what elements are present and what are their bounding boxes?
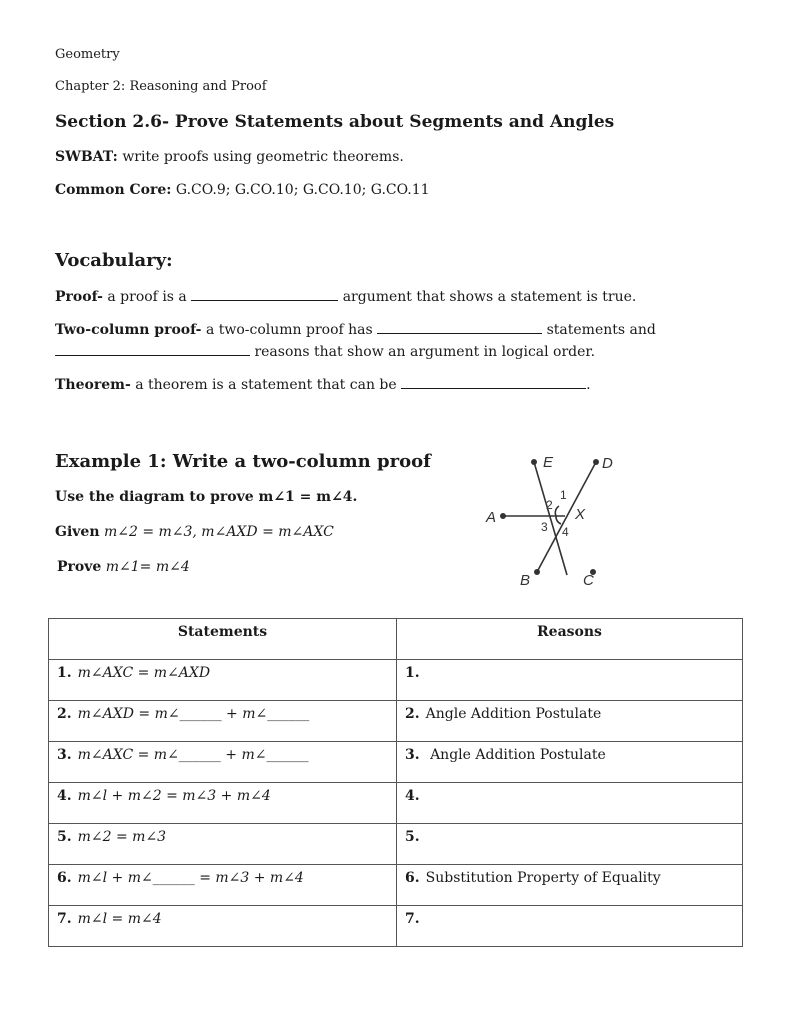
reason-cell[interactable] bbox=[397, 701, 743, 742]
statement-text: m∠l + m∠2 = m∠3 + m∠4 bbox=[77, 788, 271, 804]
reason-number: 4. bbox=[405, 788, 420, 804]
table-row bbox=[49, 660, 743, 701]
reason-number: 5. bbox=[405, 829, 420, 845]
point-d-dot bbox=[593, 459, 599, 465]
proof-table bbox=[48, 618, 743, 947]
label-e: E bbox=[543, 454, 554, 471]
reason-cell[interactable] bbox=[397, 824, 743, 865]
vocab-two-column-blank-2[interactable] bbox=[55, 343, 250, 356]
label-b: B bbox=[520, 572, 531, 589]
table-row bbox=[49, 783, 743, 824]
reason-number: 1. bbox=[405, 665, 420, 681]
vocabulary-heading: Vocabulary: bbox=[55, 250, 173, 271]
reason-cell[interactable] bbox=[397, 742, 743, 783]
statement-cell[interactable] bbox=[49, 742, 397, 783]
chapter-title: Chapter 2: Reasoning and Proof bbox=[55, 79, 267, 94]
standards-line bbox=[55, 182, 430, 198]
line-dc bbox=[537, 462, 596, 572]
table-row bbox=[49, 742, 743, 783]
table-header-row bbox=[49, 619, 743, 660]
section-title: Section 2.6- Prove Statements about Segments and Angles bbox=[55, 112, 615, 132]
reason-number: 2. bbox=[405, 706, 420, 722]
objective-line bbox=[55, 149, 404, 165]
vocab-two-column-term: Two-column proof- bbox=[55, 322, 202, 338]
angle-arc-3 bbox=[556, 516, 561, 524]
reason-cell[interactable] bbox=[397, 865, 743, 906]
statement-cell[interactable] bbox=[49, 906, 397, 947]
standards-label: Common Core: bbox=[55, 182, 172, 198]
vocab-two-column-after: statements and bbox=[546, 322, 656, 338]
label-angle-4: 4 bbox=[562, 525, 569, 539]
statement-text: m∠AXD = m∠______ + m∠______ bbox=[77, 706, 310, 722]
vocab-theorem-term: Theorem- bbox=[55, 377, 131, 393]
statement-cell[interactable] bbox=[49, 660, 397, 701]
reason-text: Angle Addition Postulate bbox=[425, 747, 606, 763]
table-row bbox=[49, 701, 743, 742]
statement-text: m∠AXC = m∠______ + m∠______ bbox=[77, 747, 309, 763]
vocab-two-column bbox=[55, 321, 656, 338]
reasons-header: Reasons bbox=[397, 619, 743, 660]
vocab-proof-blank[interactable] bbox=[191, 288, 338, 301]
vocab-proof bbox=[55, 288, 636, 305]
vocab-theorem-before: a theorem is a statement that can be bbox=[135, 377, 397, 393]
statement-number: 2. bbox=[57, 706, 72, 722]
statement-text: m∠AXC = m∠AXD bbox=[77, 665, 211, 681]
standards-text: G.CO.9; G.CO.10; G.CO.10; G.CO.11 bbox=[175, 182, 430, 198]
label-a: A bbox=[486, 509, 497, 526]
statement-number: 5. bbox=[57, 829, 72, 845]
reason-text: Substitution Property of Equality bbox=[425, 870, 661, 886]
statement-cell[interactable] bbox=[49, 824, 397, 865]
statement-cell[interactable] bbox=[49, 865, 397, 906]
prove-label: Prove bbox=[57, 559, 102, 575]
example-prove bbox=[57, 559, 190, 575]
statement-cell[interactable] bbox=[49, 701, 397, 742]
objective-text: write proofs using geometric theorems. bbox=[122, 149, 404, 165]
objective-label: SWBAT: bbox=[55, 149, 118, 165]
statement-text: m∠l + m∠______ = m∠3 + m∠4 bbox=[77, 870, 304, 886]
point-b-dot bbox=[534, 569, 540, 575]
point-a-dot bbox=[500, 513, 506, 519]
vocab-theorem bbox=[55, 376, 591, 393]
statement-number: 1. bbox=[57, 665, 72, 681]
vocab-two-column-line2 bbox=[55, 343, 595, 360]
vocab-proof-after: argument that shows a statement is true. bbox=[342, 289, 637, 305]
statement-number: 7. bbox=[57, 911, 72, 927]
course-title: Geometry bbox=[55, 47, 120, 62]
statement-cell[interactable] bbox=[49, 783, 397, 824]
label-c: C bbox=[583, 572, 594, 589]
statement-number: 3. bbox=[57, 747, 72, 763]
example-given bbox=[55, 524, 334, 540]
vocab-proof-before: a proof is a bbox=[107, 289, 187, 305]
reason-cell[interactable] bbox=[397, 906, 743, 947]
table-row bbox=[49, 906, 743, 947]
label-angle-1: 1 bbox=[560, 488, 567, 502]
statement-number: 4. bbox=[57, 788, 72, 804]
reason-text: Angle Addition Postulate bbox=[425, 706, 602, 722]
vocab-two-column-blank-1[interactable] bbox=[377, 321, 542, 334]
given-label: Given bbox=[55, 524, 100, 540]
reason-cell[interactable] bbox=[397, 783, 743, 824]
reason-number: 6. bbox=[405, 870, 420, 886]
angle-arc-2 bbox=[555, 506, 559, 516]
label-angle-3: 3 bbox=[541, 520, 548, 534]
reason-cell[interactable] bbox=[397, 660, 743, 701]
reason-number: 3. bbox=[405, 747, 420, 763]
statement-number: 6. bbox=[57, 870, 72, 886]
label-x: X bbox=[575, 506, 586, 523]
vocab-theorem-after: . bbox=[586, 377, 591, 393]
table-row bbox=[49, 824, 743, 865]
statement-text: m∠l = m∠4 bbox=[77, 911, 162, 927]
statement-text: m∠2 = m∠3 bbox=[77, 829, 167, 845]
line-eb bbox=[534, 462, 567, 575]
given-text: m∠2 = m∠3, m∠AXD = m∠AXC bbox=[103, 524, 334, 540]
statements-header: Statements bbox=[49, 619, 397, 660]
example-instruction: Use the diagram to prove m∠1 = m∠4. bbox=[55, 489, 358, 505]
angle-diagram bbox=[470, 445, 630, 593]
point-e-dot bbox=[531, 459, 537, 465]
vocab-two-column-line2-text: reasons that show an argument in logical order. bbox=[254, 344, 596, 360]
vocab-two-column-before: a two-column proof has bbox=[205, 322, 373, 338]
prove-text: m∠1= m∠4 bbox=[105, 559, 190, 575]
reason-number: 7. bbox=[405, 911, 420, 927]
vocab-proof-term: Proof- bbox=[55, 289, 103, 305]
table-row bbox=[49, 865, 743, 906]
label-angle-2: 2 bbox=[546, 498, 553, 512]
example-heading: Example 1: Write a two-column proof bbox=[55, 451, 431, 472]
vocab-theorem-blank[interactable] bbox=[401, 376, 586, 389]
label-d: D bbox=[602, 455, 613, 472]
